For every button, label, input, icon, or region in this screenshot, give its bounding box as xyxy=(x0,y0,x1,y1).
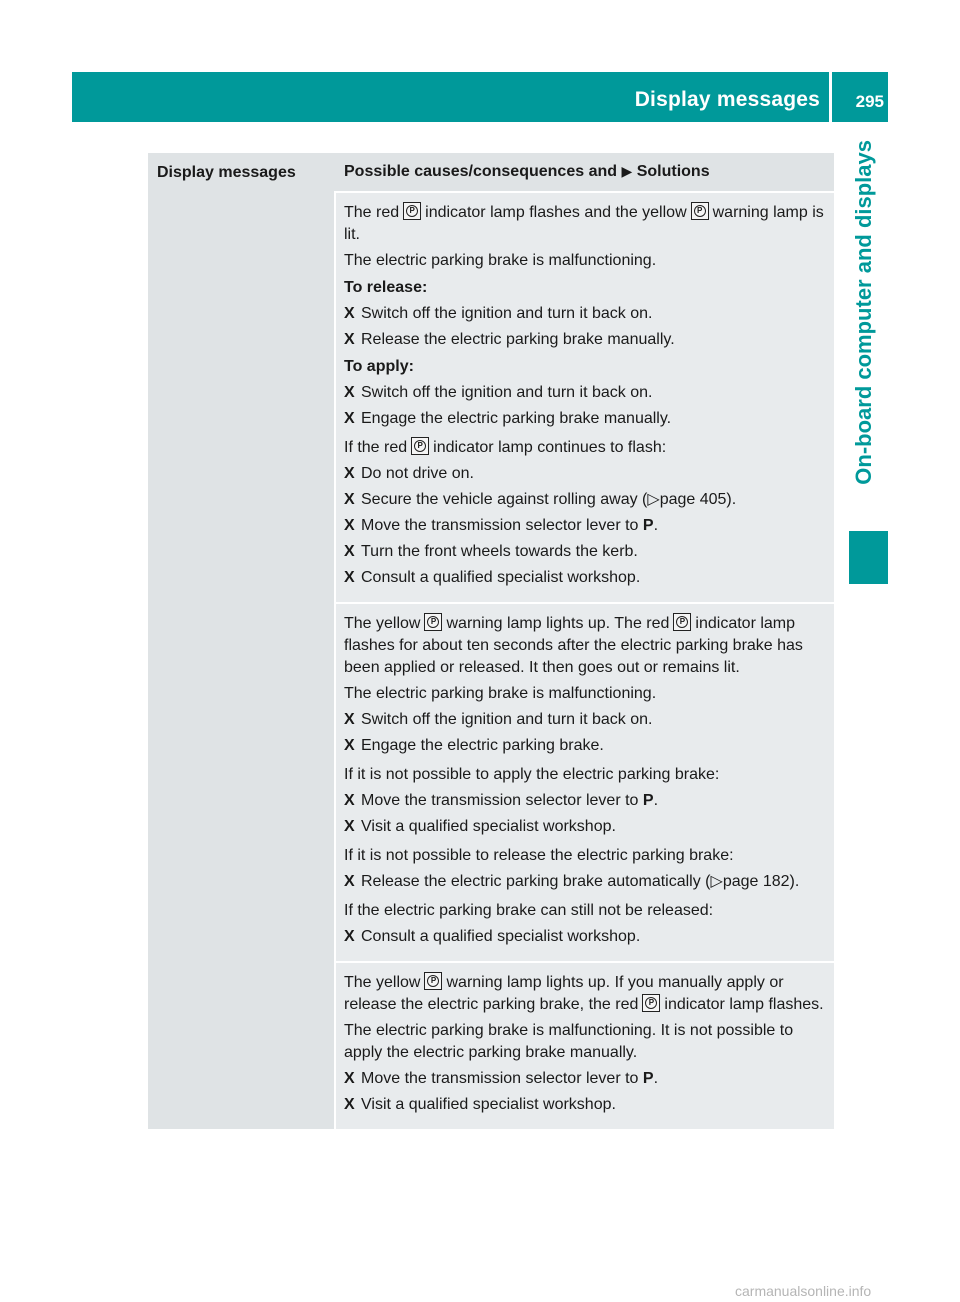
step-item xyxy=(344,816,828,838)
step-marker-icon: X xyxy=(344,928,355,945)
row3-intro-text: warning lamp lights up. If you manually apply or release the electric parking brake, the red xyxy=(344,974,784,1013)
row2-condition-still: If the electric parking brake can still not be released: xyxy=(344,902,714,919)
step-text: Secure the vehicle against rolling away ( xyxy=(361,491,648,508)
row3-intro-text: The yellow xyxy=(344,974,421,991)
row2-intro xyxy=(344,613,828,679)
step-text: Release the electric parking brake automatically ( xyxy=(361,873,711,890)
column-header-prefix: Possible causes/consequences and xyxy=(344,163,618,180)
step-marker-icon: X xyxy=(344,543,355,560)
step-marker-icon: X xyxy=(344,465,355,482)
row1-intro-text: warning lamp is lit. xyxy=(344,204,824,243)
step-item xyxy=(344,303,828,325)
step-marker-icon: X xyxy=(344,331,355,348)
page-ref-arrow-icon: ▷ xyxy=(647,491,660,508)
step-item xyxy=(344,1094,828,1116)
page-ref-arrow-icon: ▷ xyxy=(710,873,723,890)
display-message-cell xyxy=(148,192,335,1129)
step-item xyxy=(344,382,828,404)
solution-cell xyxy=(335,962,834,1129)
display-messages-table xyxy=(148,153,834,1129)
row2-intro-text: warning lamp lights up. The red xyxy=(446,615,670,632)
step-item xyxy=(344,871,828,893)
step-item xyxy=(344,489,828,511)
header-divider xyxy=(829,72,832,122)
step-item xyxy=(344,515,828,537)
row2-cause: The electric parking brake is malfunctioning. xyxy=(344,685,657,702)
step-marker-icon: X xyxy=(344,818,355,835)
solution-cell xyxy=(335,603,834,962)
side-tab xyxy=(840,140,888,585)
gear-position: P xyxy=(642,1070,654,1087)
side-tab-marker xyxy=(849,531,888,584)
row1-flash-condition xyxy=(344,437,828,459)
step-item xyxy=(344,926,828,948)
parking-brake-lamp-icon xyxy=(642,994,660,1012)
step-text: . xyxy=(653,517,659,534)
step-text: . xyxy=(653,792,659,809)
step-item xyxy=(344,709,828,731)
step-item xyxy=(344,567,828,589)
row2-intro-text: The yellow xyxy=(344,615,421,632)
parking-brake-lamp-icon xyxy=(691,202,709,220)
step-marker-icon: X xyxy=(344,569,355,586)
step-marker-icon: X xyxy=(344,410,355,427)
solution-cell xyxy=(335,192,834,603)
step-text: Switch off the ignition and turn it back on. xyxy=(361,711,653,728)
row3-intro xyxy=(344,972,828,1016)
step-text: Switch off the ignition and turn it back on. xyxy=(361,384,653,401)
row1-intro xyxy=(344,202,828,246)
step-item xyxy=(344,541,828,563)
step-item xyxy=(344,329,828,351)
step-item xyxy=(344,463,828,485)
table-row xyxy=(148,192,834,603)
gear-position: P xyxy=(642,792,654,809)
apply-heading: To apply: xyxy=(344,358,414,375)
step-item xyxy=(344,735,828,757)
arrow-right-icon: ▶ xyxy=(621,163,633,179)
step-text: Visit a qualified specialist workshop. xyxy=(361,1096,616,1113)
step-text: Visit a qualified specialist workshop. xyxy=(361,818,616,835)
column-header-suffix: Solutions xyxy=(636,163,710,180)
step-text: Release the electric parking brake manually. xyxy=(361,331,675,348)
parking-brake-lamp-icon xyxy=(411,437,429,455)
step-marker-icon: X xyxy=(344,305,355,322)
page-reference-link[interactable]: page 405). xyxy=(659,491,737,508)
parking-brake-lamp-icon xyxy=(424,972,442,990)
step-marker-icon: X xyxy=(344,1096,355,1113)
step-marker-icon: X xyxy=(344,711,355,728)
parking-brake-lamp-icon xyxy=(424,613,442,631)
step-text: Engage the electric parking brake manually. xyxy=(361,410,672,427)
step-text: Move the transmission selector lever to xyxy=(361,517,639,534)
step-text: Engage the electric parking brake. xyxy=(361,737,604,754)
side-tab-label: On-board computer and displays xyxy=(851,140,876,485)
column-header-display-messages: Display messages xyxy=(148,153,335,192)
header-title: Display messages xyxy=(634,88,820,111)
step-text: Consult a qualified specialist workshop. xyxy=(361,569,641,586)
row3-cause: The electric parking brake is malfunctioning. It is not possible to apply the electric parking brake manually. xyxy=(344,1022,794,1061)
parking-brake-lamp-icon xyxy=(403,202,421,220)
footer-watermark: carmanualsonline.info xyxy=(735,1283,872,1299)
step-text: Move the transmission selector lever to xyxy=(361,1070,639,1087)
condition-text: If the red xyxy=(344,439,408,456)
step-marker-icon: X xyxy=(344,491,355,508)
step-marker-icon: X xyxy=(344,384,355,401)
row3-intro-text: indicator lamp flashes. xyxy=(664,996,824,1013)
page-header-bar xyxy=(72,72,888,122)
column-header-solutions xyxy=(335,153,834,192)
step-text: Turn the front wheels towards the kerb. xyxy=(361,543,638,560)
page-reference-link[interactable]: page 182). xyxy=(722,873,800,890)
row2-condition-release: If it is not possible to release the electric parking brake: xyxy=(344,847,734,864)
row1-intro-text: indicator lamp flashes and the yellow xyxy=(425,204,687,221)
condition-text: indicator lamp continues to flash: xyxy=(433,439,667,456)
row2-intro-text: indicator lamp flashes for about ten seconds after the electric parking brake has been applied or released. It then goes out or remains lit. xyxy=(344,615,803,676)
step-text: Do not drive on. xyxy=(361,465,474,482)
step-text: Switch off the ignition and turn it back on. xyxy=(361,305,653,322)
step-text: Consult a qualified specialist workshop. xyxy=(361,928,641,945)
step-marker-icon: X xyxy=(344,737,355,754)
step-text: Move the transmission selector lever to xyxy=(361,792,639,809)
step-text: . xyxy=(653,1070,659,1087)
step-item xyxy=(344,408,828,430)
table-header-row xyxy=(148,153,834,192)
gear-position: P xyxy=(642,517,654,534)
step-item xyxy=(344,790,828,812)
step-marker-icon: X xyxy=(344,792,355,809)
row1-intro-text: The red xyxy=(344,204,400,221)
step-marker-icon: X xyxy=(344,873,355,890)
step-marker-icon: X xyxy=(344,517,355,534)
row2-condition-apply: If it is not possible to apply the electric parking brake: xyxy=(344,766,720,783)
row1-cause: The electric parking brake is malfunctioning. xyxy=(344,252,657,269)
page-number: 295 xyxy=(855,92,884,111)
release-heading: To release: xyxy=(344,279,428,296)
parking-brake-lamp-icon xyxy=(673,613,691,631)
step-item xyxy=(344,1068,828,1090)
step-marker-icon: X xyxy=(344,1070,355,1087)
